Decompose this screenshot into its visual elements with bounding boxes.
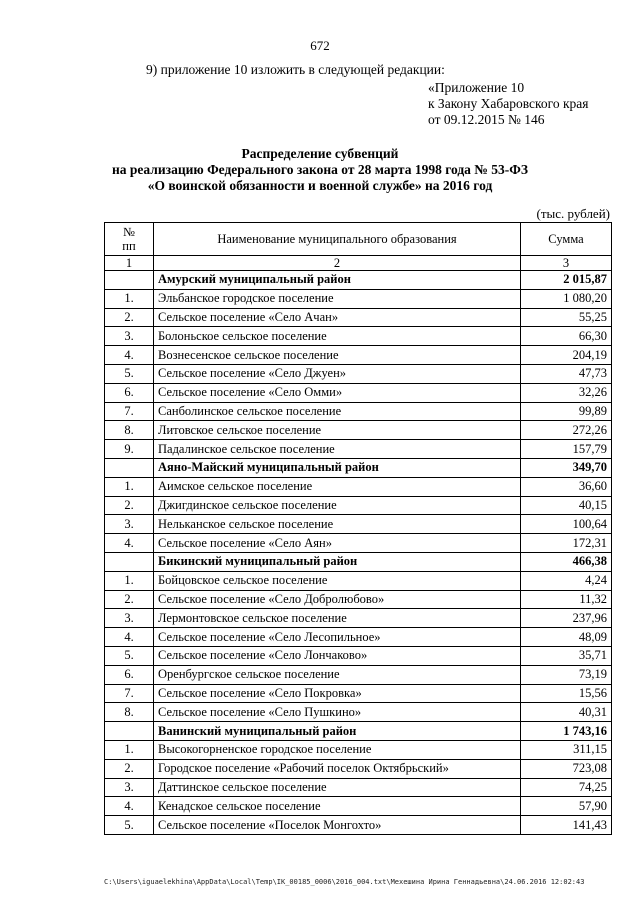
row-name: Городское поселение «Рабочий поселок Октябрьский» bbox=[154, 759, 521, 778]
row-number: 2. bbox=[105, 759, 154, 778]
row-number: 4. bbox=[105, 346, 154, 365]
row-name: Сельское поселение «Село Ачан» bbox=[154, 308, 521, 327]
title-line-3: «О воинской обязанности и военной службе» на 2016 год bbox=[147, 178, 493, 193]
row-sum: 99,89 bbox=[521, 402, 612, 421]
row-number bbox=[105, 722, 154, 741]
row-number: 5. bbox=[105, 816, 154, 835]
row-sum: 311,15 bbox=[521, 740, 612, 759]
row-sum: 723,08 bbox=[521, 759, 612, 778]
row-number: 3. bbox=[105, 778, 154, 797]
row-sum: 40,31 bbox=[521, 703, 612, 722]
row-sum: 32,26 bbox=[521, 383, 612, 402]
table-row bbox=[105, 327, 612, 346]
row-sum: 66,30 bbox=[521, 327, 612, 346]
annex-line-2: к Закону Хабаровского края bbox=[428, 96, 589, 111]
table-row bbox=[105, 477, 612, 496]
district-row bbox=[105, 458, 612, 477]
table-header-row bbox=[105, 223, 612, 256]
column-number-1: 1 bbox=[105, 256, 154, 271]
subsidy-table bbox=[104, 222, 612, 835]
table-row bbox=[105, 534, 612, 553]
column-numbers-row bbox=[105, 256, 612, 271]
units-label: (тыс. рублей) bbox=[536, 206, 610, 221]
row-number: 1. bbox=[105, 477, 154, 496]
row-sum: 11,32 bbox=[521, 590, 612, 609]
file-path-footer: C:\Users\iguaelekhina\AppData\Local\Temp\IK_00185_0006\2016_004.txt\Мехешина Ирина Геннадьевна\24.06.2016 12:02:43 bbox=[104, 878, 585, 886]
district-row bbox=[105, 722, 612, 741]
row-name: Нельканское сельское поселение bbox=[154, 515, 521, 534]
row-name: Аяно-Майский муниципальный район bbox=[154, 458, 521, 477]
row-number: 3. bbox=[105, 609, 154, 628]
row-name: Сельское поселение «Село Лончаково» bbox=[154, 646, 521, 665]
row-name: Сельское поселение «Село Лесопильное» bbox=[154, 628, 521, 647]
table-row bbox=[105, 346, 612, 365]
row-sum: 36,60 bbox=[521, 477, 612, 496]
column-number-2: 2 bbox=[154, 256, 521, 271]
row-name: Бойцовское сельское поселение bbox=[154, 571, 521, 590]
row-sum: 4,24 bbox=[521, 571, 612, 590]
table-row bbox=[105, 496, 612, 515]
row-number: 3. bbox=[105, 515, 154, 534]
row-name: Амурский муниципальный район bbox=[154, 271, 521, 290]
row-number: 4. bbox=[105, 628, 154, 647]
row-sum: 35,71 bbox=[521, 646, 612, 665]
row-name: Сельское поселение «Село Омми» bbox=[154, 383, 521, 402]
table-row bbox=[105, 665, 612, 684]
row-number bbox=[105, 271, 154, 290]
row-name: Оренбургское сельское поселение bbox=[154, 665, 521, 684]
row-sum: 2 015,87 bbox=[521, 271, 612, 290]
table-row bbox=[105, 402, 612, 421]
title-line-1: Распределение субвенций bbox=[241, 146, 399, 161]
row-name: Кенадское сельское поселение bbox=[154, 797, 521, 816]
row-number: 9. bbox=[105, 440, 154, 459]
row-name: Джигдинское сельское поселение bbox=[154, 496, 521, 515]
column-number-3: 3 bbox=[521, 256, 612, 271]
row-name: Сельское поселение «Село Пушкино» bbox=[154, 703, 521, 722]
row-number: 8. bbox=[105, 421, 154, 440]
title-line-2: на реализацию Федерального закона от 28 марта 1998 года № 53-ФЗ bbox=[112, 162, 528, 177]
row-name: Сельское поселение «Село Аян» bbox=[154, 534, 521, 553]
table-row bbox=[105, 571, 612, 590]
row-number: 2. bbox=[105, 590, 154, 609]
row-name: Бикинский муниципальный район bbox=[154, 552, 521, 571]
row-sum: 74,25 bbox=[521, 778, 612, 797]
row-number: 7. bbox=[105, 684, 154, 703]
row-name: Эльбанское городское поселение bbox=[154, 289, 521, 308]
row-number: 1. bbox=[105, 571, 154, 590]
row-name: Ванинский муниципальный район bbox=[154, 722, 521, 741]
row-name: Сельское поселение «Село Покровка» bbox=[154, 684, 521, 703]
row-sum: 73,19 bbox=[521, 665, 612, 684]
row-number: 5. bbox=[105, 646, 154, 665]
table-row bbox=[105, 816, 612, 835]
row-name: Даттинское сельское поселение bbox=[154, 778, 521, 797]
document-title bbox=[0, 146, 640, 194]
row-number: 5. bbox=[105, 364, 154, 383]
row-sum: 466,38 bbox=[521, 552, 612, 571]
table-row bbox=[105, 440, 612, 459]
row-number: 2. bbox=[105, 308, 154, 327]
row-sum: 15,56 bbox=[521, 684, 612, 703]
row-number: 4. bbox=[105, 534, 154, 553]
row-sum: 237,96 bbox=[521, 609, 612, 628]
annex-reference bbox=[428, 80, 589, 128]
row-sum: 1 080,20 bbox=[521, 289, 612, 308]
district-row bbox=[105, 271, 612, 290]
header-name: Наименование муниципального образования bbox=[154, 223, 521, 256]
header-number: № пп bbox=[105, 223, 154, 256]
table-row bbox=[105, 590, 612, 609]
table-row bbox=[105, 703, 612, 722]
row-sum: 48,09 bbox=[521, 628, 612, 647]
row-number: 8. bbox=[105, 703, 154, 722]
row-name: Аимское сельское поселение bbox=[154, 477, 521, 496]
row-name: Вознесенское сельское поселение bbox=[154, 346, 521, 365]
row-sum: 47,73 bbox=[521, 364, 612, 383]
row-number: 3. bbox=[105, 327, 154, 346]
row-name: Лермонтовское сельское поселение bbox=[154, 609, 521, 628]
annex-line-1: «Приложение 10 bbox=[428, 80, 525, 95]
table-row bbox=[105, 684, 612, 703]
table-row bbox=[105, 740, 612, 759]
annex-line-3: от 09.12.2015 № 146 bbox=[428, 112, 545, 127]
row-number: 2. bbox=[105, 496, 154, 515]
row-name: Болоньское сельское поселение bbox=[154, 327, 521, 346]
row-sum: 40,15 bbox=[521, 496, 612, 515]
table-row bbox=[105, 759, 612, 778]
table-row bbox=[105, 383, 612, 402]
table-row bbox=[105, 421, 612, 440]
row-number bbox=[105, 458, 154, 477]
row-number: 6. bbox=[105, 665, 154, 684]
row-number bbox=[105, 552, 154, 571]
row-number: 4. bbox=[105, 797, 154, 816]
row-sum: 157,79 bbox=[521, 440, 612, 459]
table-row bbox=[105, 646, 612, 665]
row-number: 6. bbox=[105, 383, 154, 402]
row-name: Сельское поселение «Село Добролюбово» bbox=[154, 590, 521, 609]
row-name: Падалинское сельское поселение bbox=[154, 440, 521, 459]
row-number: 7. bbox=[105, 402, 154, 421]
row-sum: 141,43 bbox=[521, 816, 612, 835]
page-number: 672 bbox=[310, 38, 330, 53]
row-name: Сельское поселение «Поселок Монгохто» bbox=[154, 816, 521, 835]
table-row bbox=[105, 364, 612, 383]
row-name: Литовское сельское поселение bbox=[154, 421, 521, 440]
row-name: Сельское поселение «Село Джуен» bbox=[154, 364, 521, 383]
intro-text: 9) приложение 10 изложить в следующей редакции: bbox=[146, 62, 445, 77]
table-row bbox=[105, 797, 612, 816]
row-sum: 1 743,16 bbox=[521, 722, 612, 741]
row-number: 1. bbox=[105, 740, 154, 759]
row-sum: 55,25 bbox=[521, 308, 612, 327]
table-row bbox=[105, 778, 612, 797]
table-row bbox=[105, 628, 612, 647]
row-sum: 272,26 bbox=[521, 421, 612, 440]
row-sum: 204,19 bbox=[521, 346, 612, 365]
row-sum: 172,31 bbox=[521, 534, 612, 553]
row-name: Санболинское сельское поселение bbox=[154, 402, 521, 421]
table-row bbox=[105, 515, 612, 534]
table-row bbox=[105, 609, 612, 628]
header-sum: Сумма bbox=[521, 223, 612, 256]
table-body bbox=[105, 271, 612, 835]
table-row bbox=[105, 289, 612, 308]
table-row bbox=[105, 308, 612, 327]
row-sum: 100,64 bbox=[521, 515, 612, 534]
district-row bbox=[105, 552, 612, 571]
row-sum: 349,70 bbox=[521, 458, 612, 477]
row-name: Высокогорненское городское поселение bbox=[154, 740, 521, 759]
row-sum: 57,90 bbox=[521, 797, 612, 816]
row-number: 1. bbox=[105, 289, 154, 308]
